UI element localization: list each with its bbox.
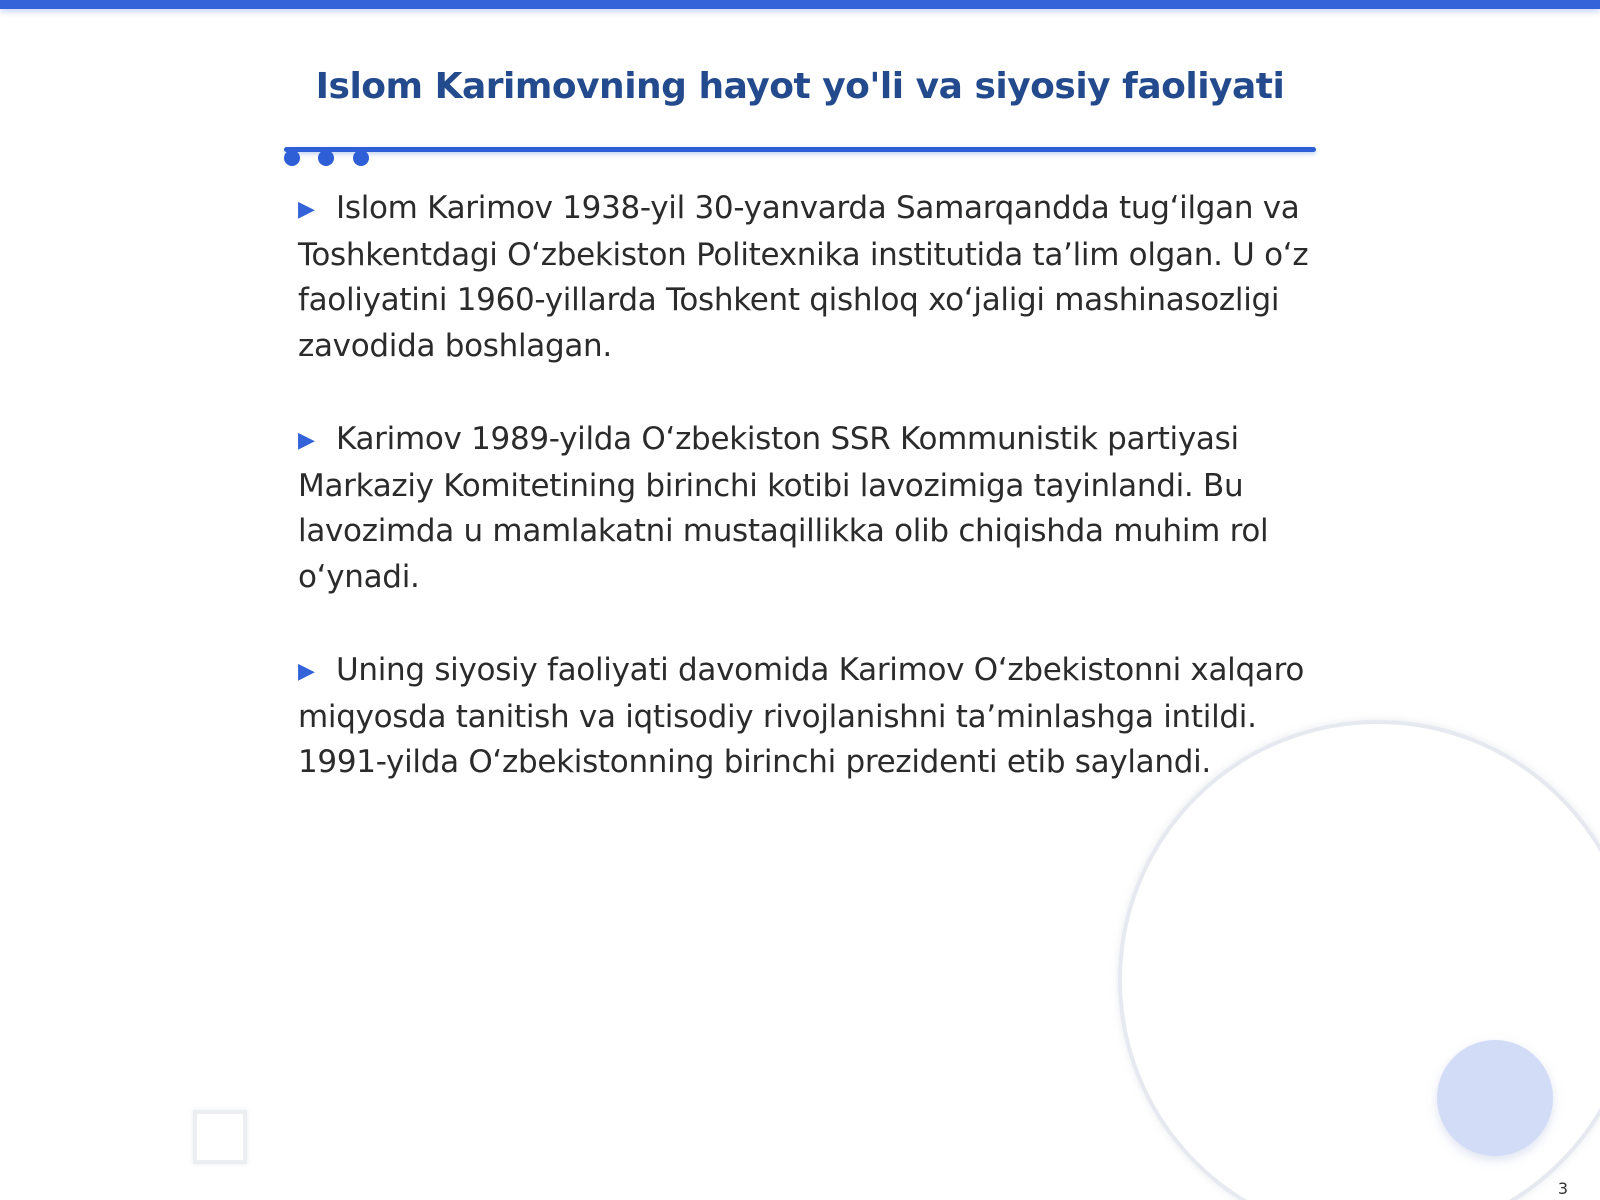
decor-dot: [284, 150, 300, 166]
bullet-list: [298, 186, 1323, 834]
triangle-bullet-icon: ▶: [298, 659, 315, 684]
triangle-bullet-icon: ▶: [298, 197, 315, 222]
decor-circle: [1437, 1040, 1553, 1156]
page-number: 3: [1557, 1179, 1568, 1198]
decor-dot: [353, 150, 369, 166]
decor-dot: [318, 150, 334, 166]
top-accent-bar: [0, 0, 1600, 9]
bullet-text: Uning siyosiy faoliyati davomida Karimov Oʻzbekistonni xalqaro miqyosda tanitish va iqtisodiy rivojlanishni ta’minlashga intildi. 1991-yilda Oʻzbekistonning birinchi prezidenti etib saylandi.: [298, 652, 1304, 780]
bullet-item: [298, 648, 1323, 786]
bullet-item: [298, 417, 1323, 600]
bullet-text: Karimov 1989-yilda Oʻzbekiston SSR Kommunistik partiyasi Markaziy Komitetining birinchi kotibi lavozimiga tayinlandi. Bu lavozimda u mamlakatni mustaqillikka olib chiqishda muhim rol oʻynadi.: [298, 421, 1269, 595]
decor-square: [193, 1110, 247, 1164]
bullet-text: Islom Karimov 1938-yil 30-yanvarda Samarqandda tugʻilgan va Toshkentdagi Oʻzbekiston Politexnika institutida ta’lim olgan. U oʻz faoliyatini 1960-yillarda Toshkent qishloq xoʻjaligi mashinasozligi zavodida boshlagan.: [298, 190, 1309, 364]
bullet-item: [298, 186, 1323, 369]
slide-title: Islom Karimovning hayot yo'li va siyosiy faoliyati: [315, 66, 1285, 107]
triangle-bullet-icon: ▶: [298, 428, 315, 453]
title-underline: [284, 147, 1316, 152]
